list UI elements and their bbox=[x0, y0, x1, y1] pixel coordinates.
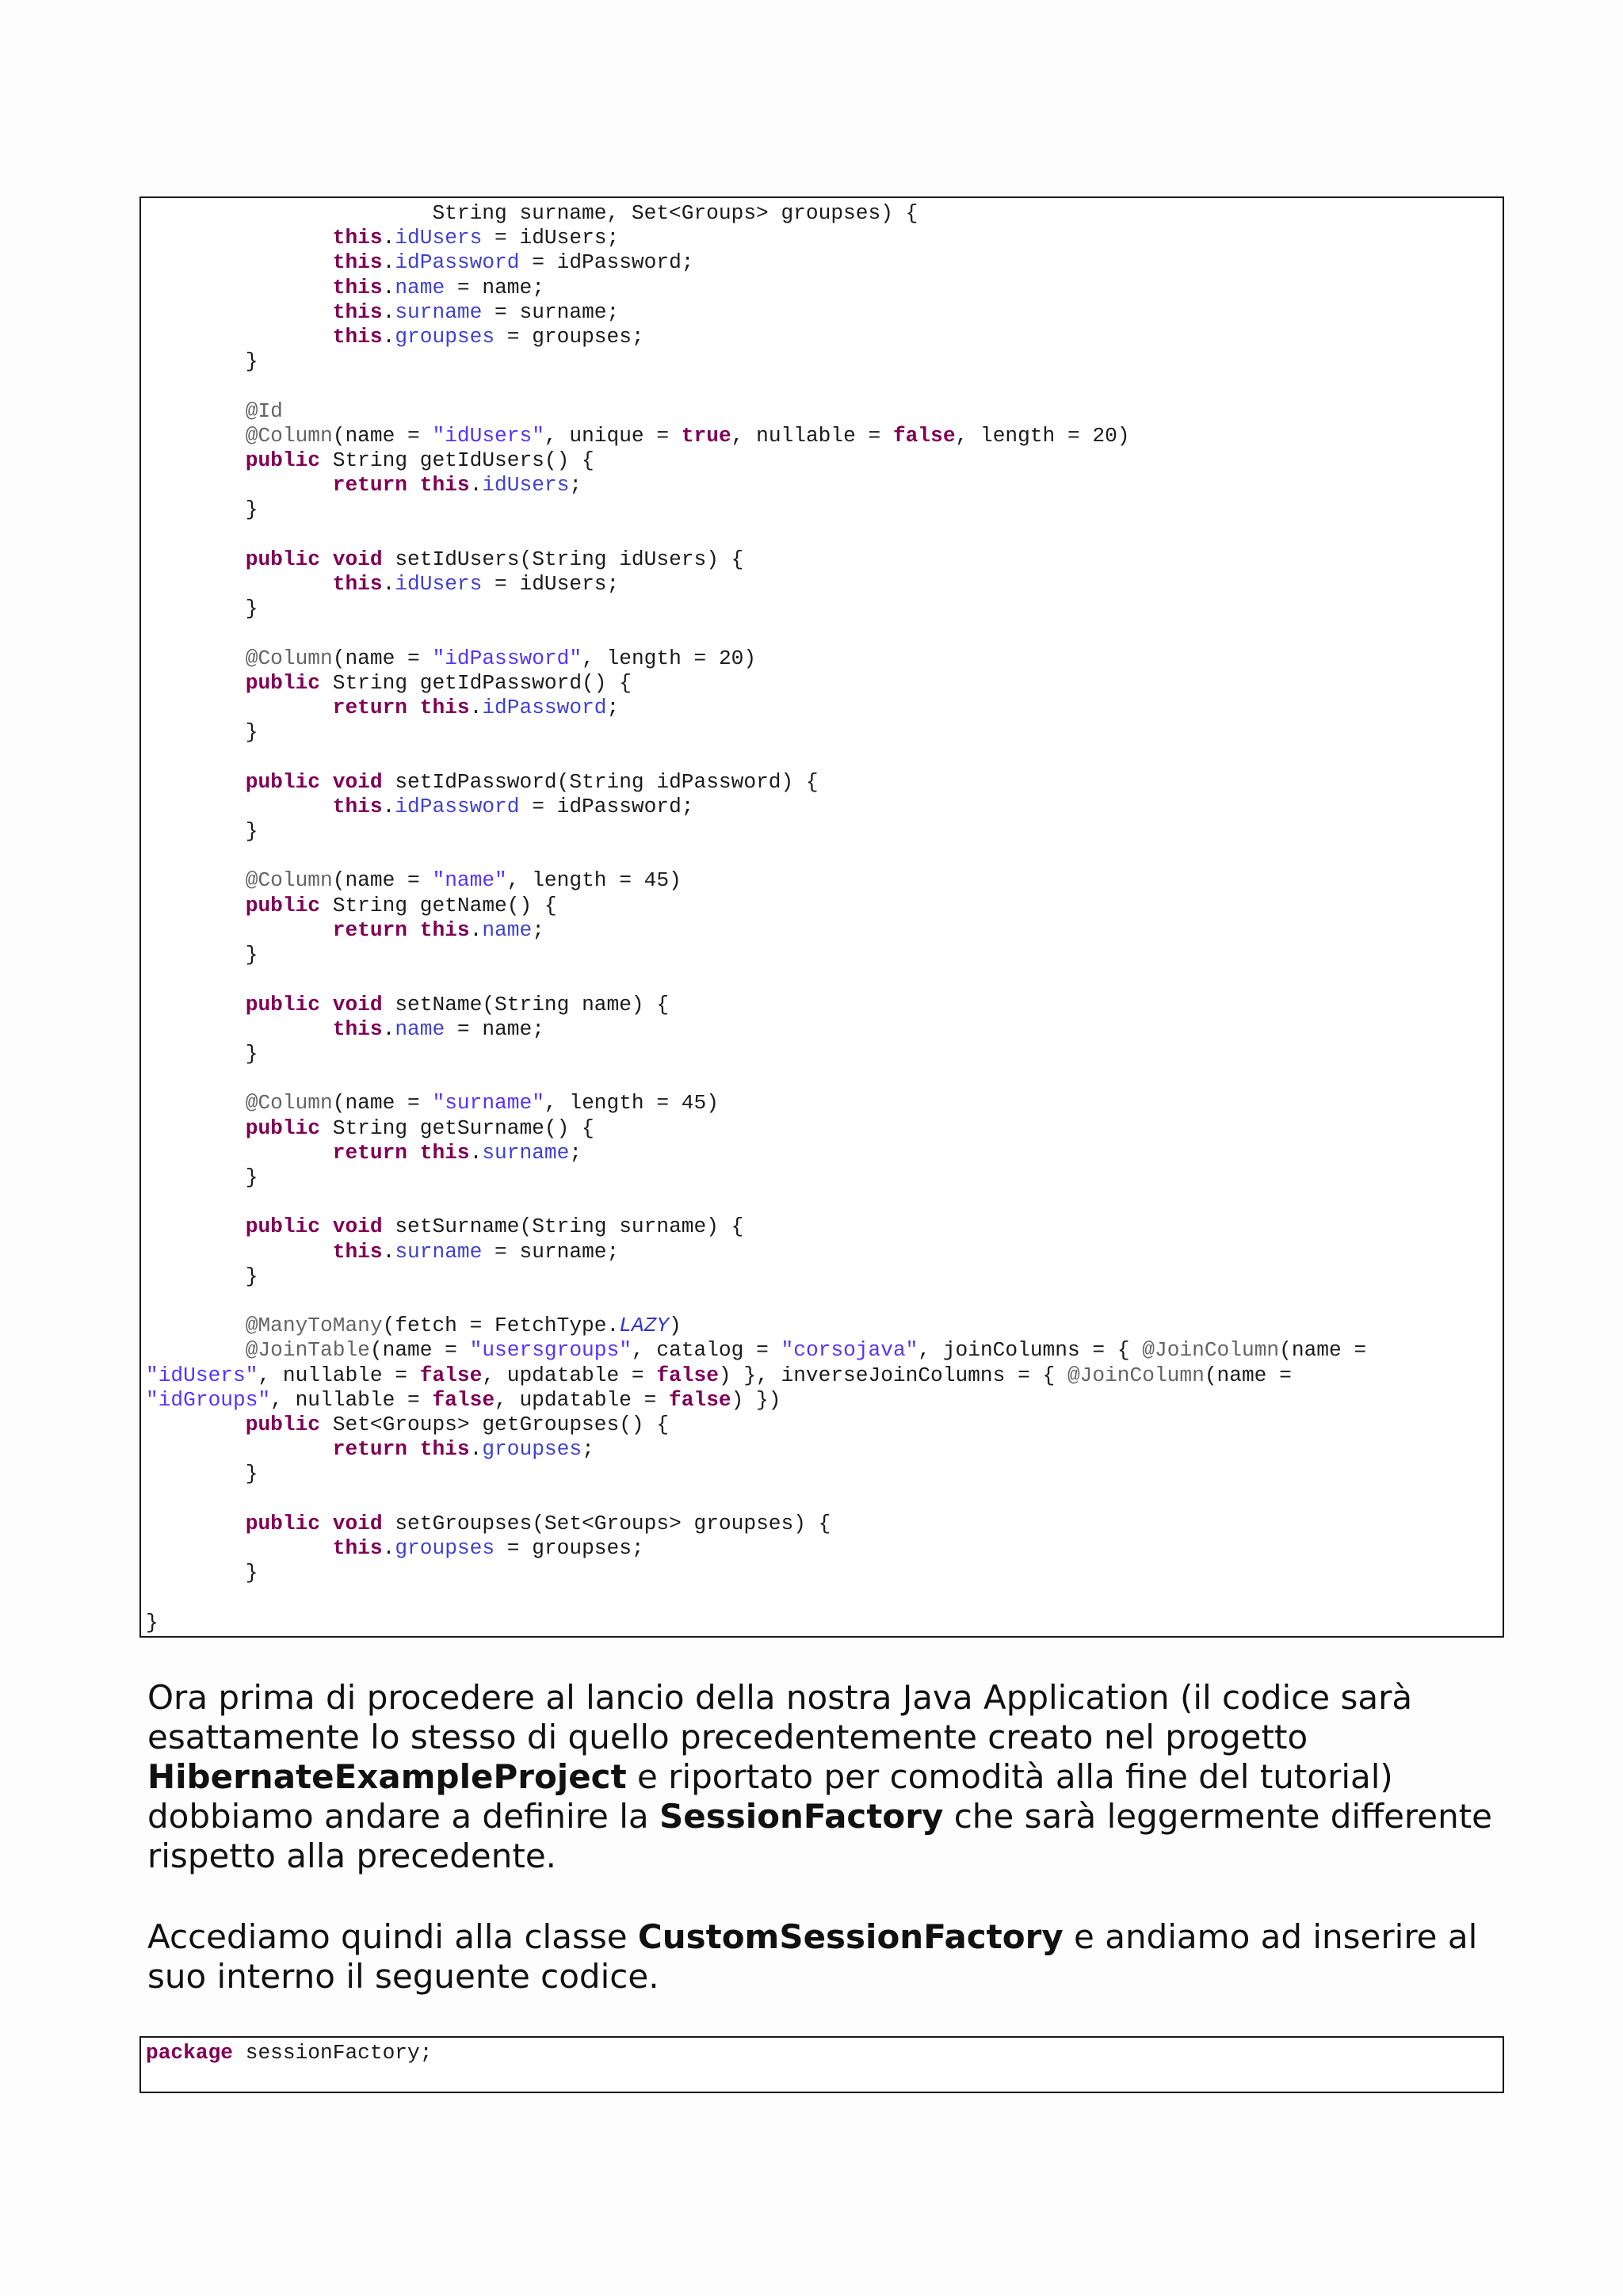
code-token bbox=[320, 770, 333, 794]
code-token: String getIdPassword() { bbox=[320, 670, 632, 695]
code-line bbox=[146, 696, 1366, 720]
code-token: public bbox=[245, 448, 321, 473]
code-token bbox=[146, 795, 333, 818]
code-token bbox=[146, 325, 333, 349]
code-token: groupses bbox=[395, 1535, 495, 1560]
code-token: this bbox=[419, 1437, 470, 1462]
code-token: @JoinColumn bbox=[1142, 1338, 1280, 1363]
code-token bbox=[146, 1314, 246, 1337]
class-name-bold: CustomSessionFactory bbox=[637, 1917, 1064, 1956]
code-line bbox=[146, 399, 1366, 424]
code-token: } bbox=[146, 1610, 158, 1634]
code-line bbox=[146, 1314, 1366, 1338]
code-token bbox=[146, 399, 246, 423]
code-line bbox=[146, 597, 1366, 621]
code-token: . bbox=[382, 1239, 395, 1264]
code-token: ; bbox=[569, 1140, 582, 1165]
code-token: idPassword bbox=[482, 696, 607, 720]
code-line bbox=[146, 918, 1366, 943]
code-listing bbox=[146, 201, 1366, 1635]
code-line bbox=[146, 547, 1366, 572]
code-token: . bbox=[382, 275, 395, 299]
code-token: surname bbox=[395, 1239, 483, 1264]
code-token: public bbox=[245, 893, 321, 917]
code-token: @ManyToMany bbox=[245, 1314, 383, 1338]
code-token bbox=[407, 1437, 420, 1461]
code-token bbox=[146, 250, 333, 274]
code-line bbox=[146, 1165, 1366, 1190]
code-token: . bbox=[382, 325, 395, 349]
code-token: . bbox=[382, 572, 395, 597]
code-token: @Column bbox=[245, 646, 333, 670]
code-line bbox=[146, 1413, 1366, 1437]
code-token: "idUsers" bbox=[432, 423, 544, 448]
code-token: void bbox=[332, 769, 383, 794]
code-token bbox=[146, 276, 333, 299]
code-line bbox=[146, 1462, 1366, 1486]
code-token bbox=[146, 547, 246, 571]
code-line bbox=[146, 1338, 1366, 1363]
code-line bbox=[146, 1091, 1366, 1116]
code-block-session-factory bbox=[139, 2036, 1504, 2093]
code-token: , nullable = bbox=[270, 1387, 433, 1412]
code-line bbox=[146, 868, 1366, 893]
code-token bbox=[146, 1141, 333, 1165]
code-token: , length = 45) bbox=[506, 868, 682, 893]
code-token: ; bbox=[606, 696, 620, 720]
code-token: public bbox=[245, 992, 321, 1016]
code-token: "surname" bbox=[432, 1091, 544, 1116]
code-token: "usersgroups" bbox=[469, 1338, 632, 1363]
code-line bbox=[146, 1585, 1366, 1610]
code-token: surname bbox=[395, 299, 483, 324]
code-token: setSurname(String surname) { bbox=[382, 1215, 744, 1239]
code-line bbox=[146, 720, 1366, 745]
code-token: ) bbox=[669, 1314, 682, 1338]
code-line bbox=[146, 819, 1366, 844]
code-token: "corsojava" bbox=[781, 1338, 918, 1363]
code-line bbox=[146, 325, 1366, 349]
code-token bbox=[146, 1240, 333, 1264]
code-block-entity-class bbox=[139, 196, 1504, 1638]
code-token: , joinColumns = { bbox=[918, 1338, 1143, 1363]
code-token: this bbox=[332, 1535, 383, 1560]
code-token: false bbox=[432, 1387, 495, 1412]
code-line bbox=[146, 523, 1366, 547]
code-token: "idGroups" bbox=[146, 1387, 271, 1412]
code-token bbox=[320, 547, 333, 571]
code-token bbox=[320, 993, 333, 1016]
code-token: setGroupses(Set<Groups> groupses) { bbox=[382, 1511, 831, 1535]
code-token bbox=[146, 1413, 246, 1436]
code-token: public bbox=[245, 1511, 321, 1535]
code-token: String surname, Set<Groups> groupses) { bbox=[146, 201, 918, 225]
code-token: (name = bbox=[332, 868, 433, 893]
code-token: , nullable = bbox=[258, 1363, 420, 1387]
code-line bbox=[146, 2041, 432, 2065]
code-token: this bbox=[332, 1016, 383, 1041]
code-token: true bbox=[681, 423, 731, 448]
code-token: (name = bbox=[1204, 1363, 1292, 1387]
code-token: ) }) bbox=[731, 1387, 781, 1412]
code-token: ) }, inverseJoinColumns = { bbox=[718, 1363, 1067, 1387]
code-token: @Id bbox=[245, 399, 283, 423]
code-token: } bbox=[146, 349, 258, 374]
code-token: groupses bbox=[482, 1437, 582, 1462]
code-line bbox=[146, 745, 1366, 769]
code-token: } bbox=[146, 1462, 258, 1486]
code-token: = groupses; bbox=[495, 1535, 644, 1560]
code-token: } bbox=[146, 720, 258, 745]
code-token: name bbox=[482, 917, 533, 942]
code-token bbox=[407, 1141, 420, 1165]
code-line bbox=[146, 993, 1366, 1017]
code-token: = idPassword; bbox=[519, 794, 694, 818]
code-token: . bbox=[469, 696, 483, 720]
code-line bbox=[146, 795, 1366, 819]
code-token: public bbox=[245, 670, 321, 695]
code-token: void bbox=[332, 992, 383, 1016]
code-line bbox=[146, 1240, 1366, 1264]
code-token: @Column bbox=[245, 423, 333, 448]
code-token: } bbox=[146, 1041, 258, 1066]
code-token: } bbox=[146, 1264, 258, 1288]
code-line bbox=[146, 967, 1366, 992]
code-token: @Column bbox=[245, 1091, 333, 1116]
code-token: return bbox=[332, 1140, 408, 1165]
code-token: = surname; bbox=[482, 1239, 620, 1264]
code-token: public bbox=[245, 1215, 321, 1239]
code-token: name bbox=[395, 275, 445, 299]
code-token: this bbox=[419, 1140, 470, 1165]
code-token: this bbox=[332, 275, 383, 299]
code-line bbox=[146, 1042, 1366, 1066]
code-token: surname bbox=[482, 1140, 570, 1165]
code-token: , length = 20) bbox=[955, 423, 1130, 448]
code-token: idUsers bbox=[482, 473, 570, 498]
code-token: . bbox=[382, 250, 395, 275]
code-token: "idUsers" bbox=[146, 1363, 258, 1387]
code-token: } bbox=[146, 1561, 258, 1585]
code-token: . bbox=[382, 299, 395, 324]
code-token: this bbox=[332, 1239, 383, 1264]
code-token: = surname; bbox=[482, 299, 620, 324]
code-token bbox=[146, 646, 246, 670]
code-token: this bbox=[419, 917, 470, 942]
code-token bbox=[146, 1338, 246, 1362]
code-token: . bbox=[382, 794, 395, 818]
code-line bbox=[146, 1116, 1366, 1141]
code-token: setName(String name) { bbox=[382, 992, 670, 1016]
session-factory-bold: SessionFactory bbox=[659, 1797, 944, 1836]
code-token: idUsers bbox=[395, 572, 483, 597]
paragraph-text: e riportato per comodità alla fine del tutorial) dobbiamo andare a definire la bbox=[147, 1757, 1393, 1836]
code-token: , unique = bbox=[544, 423, 682, 448]
code-token bbox=[146, 1215, 246, 1238]
code-line bbox=[146, 1017, 1366, 1042]
code-token bbox=[407, 473, 420, 497]
code-line bbox=[146, 201, 1366, 226]
code-token: . bbox=[469, 473, 483, 498]
code-line bbox=[146, 498, 1366, 522]
code-line bbox=[146, 349, 1366, 374]
code-token bbox=[146, 1017, 333, 1041]
code-token bbox=[146, 993, 246, 1016]
code-line bbox=[146, 448, 1366, 473]
code-line bbox=[146, 300, 1366, 325]
code-line bbox=[146, 1487, 1366, 1512]
code-token: . bbox=[469, 1140, 483, 1165]
code-token: @JoinColumn bbox=[1067, 1363, 1205, 1387]
code-line bbox=[146, 1536, 1366, 1561]
code-token: package bbox=[146, 2041, 234, 2065]
code-token: this bbox=[332, 250, 383, 275]
code-token: , updatable = bbox=[495, 1387, 670, 1412]
code-token bbox=[146, 868, 246, 892]
code-token: . bbox=[382, 1016, 395, 1041]
code-token: return bbox=[332, 1437, 408, 1462]
code-token: String getName() { bbox=[320, 893, 557, 917]
code-token: } bbox=[146, 943, 258, 967]
code-line bbox=[146, 621, 1366, 646]
code-line bbox=[146, 1437, 1366, 1462]
code-token: this bbox=[419, 473, 470, 498]
code-token: idPassword bbox=[395, 250, 520, 275]
code-token: @Column bbox=[245, 868, 333, 893]
code-token: void bbox=[332, 547, 383, 571]
code-line bbox=[146, 424, 1366, 448]
code-token: public bbox=[245, 1412, 321, 1436]
code-token bbox=[320, 1215, 333, 1238]
code-token: setIdUsers(String idUsers) { bbox=[382, 547, 744, 571]
code-token: ; bbox=[532, 917, 544, 942]
code-line bbox=[146, 572, 1366, 597]
code-token: , length = 45) bbox=[544, 1091, 719, 1116]
paragraph-text: Accediamo quindi alla classe bbox=[147, 1917, 638, 1956]
code-line bbox=[146, 1141, 1366, 1165]
code-token: , nullable = bbox=[731, 423, 893, 448]
code-token: void bbox=[332, 1215, 383, 1239]
code-token: . bbox=[382, 1535, 395, 1560]
code-token: Set<Groups> getGroupses() { bbox=[320, 1412, 670, 1436]
code-token: "idPassword" bbox=[432, 646, 582, 670]
code-token bbox=[146, 226, 333, 250]
code-token: (fetch = FetchType. bbox=[382, 1314, 620, 1338]
code-line bbox=[146, 943, 1366, 967]
code-token: this bbox=[332, 299, 383, 324]
code-token: } bbox=[146, 819, 258, 844]
code-token bbox=[146, 918, 333, 942]
code-token: = idUsers; bbox=[482, 226, 620, 250]
body-paragraph-custom-session-factory bbox=[147, 1917, 1510, 1997]
code-line bbox=[146, 226, 1366, 250]
code-token: , catalog = bbox=[631, 1338, 781, 1363]
code-token: groupses bbox=[395, 325, 495, 349]
code-token bbox=[146, 473, 333, 497]
code-token: false bbox=[669, 1387, 731, 1412]
code-token: (name = bbox=[332, 423, 433, 448]
code-token bbox=[146, 1116, 246, 1140]
code-line bbox=[146, 894, 1366, 918]
code-line bbox=[146, 770, 1366, 795]
code-token: (name = bbox=[332, 1091, 433, 1116]
code-token: false bbox=[892, 423, 956, 448]
code-token: idUsers bbox=[395, 226, 483, 250]
code-token: @JoinTable bbox=[245, 1338, 370, 1363]
code-token bbox=[407, 918, 420, 942]
code-token bbox=[146, 448, 246, 472]
code-token: (name = bbox=[1279, 1338, 1367, 1363]
code-line bbox=[146, 473, 1366, 498]
code-token: ; bbox=[582, 1437, 594, 1462]
code-token: this bbox=[332, 572, 383, 597]
code-line bbox=[146, 1264, 1366, 1289]
code-token: (name = bbox=[332, 646, 433, 670]
body-paragraph-session-factory bbox=[147, 1678, 1510, 1876]
code-token: ; bbox=[569, 473, 582, 498]
project-name-bold: HibernateExampleProject bbox=[147, 1757, 627, 1796]
code-token: . bbox=[469, 1437, 483, 1462]
code-token: , length = 20) bbox=[582, 646, 757, 670]
code-token bbox=[146, 1512, 246, 1535]
code-listing bbox=[146, 2041, 432, 2065]
code-token bbox=[146, 1437, 333, 1461]
code-token bbox=[146, 300, 333, 324]
code-token bbox=[146, 1536, 333, 1560]
code-line bbox=[146, 671, 1366, 696]
code-token: LAZY bbox=[619, 1314, 670, 1338]
code-token: idPassword bbox=[395, 794, 520, 818]
code-token: this bbox=[332, 325, 383, 349]
code-token: name bbox=[395, 1016, 445, 1041]
code-token: = idUsers; bbox=[482, 572, 620, 597]
code-token bbox=[320, 1512, 333, 1535]
code-token bbox=[146, 424, 246, 448]
code-line bbox=[146, 844, 1366, 868]
code-line bbox=[146, 1611, 1366, 1635]
code-token: = idPassword; bbox=[519, 250, 694, 275]
code-line bbox=[146, 1190, 1366, 1215]
code-token: } bbox=[146, 1165, 258, 1189]
code-line bbox=[146, 276, 1366, 300]
code-token: this bbox=[419, 696, 470, 720]
code-token: public bbox=[245, 1116, 321, 1140]
code-token bbox=[146, 572, 333, 596]
code-token: } bbox=[146, 498, 258, 522]
code-token: String getSurname() { bbox=[320, 1116, 594, 1140]
code-token: = name; bbox=[445, 1016, 544, 1041]
code-line bbox=[146, 1363, 1366, 1388]
paragraph-text: Ora prima di procedere al lancio della nostra Java Application (il codice sarà esattamente lo stesso di quello precedentemente creato nel progetto bbox=[147, 1678, 1413, 1756]
code-token: this bbox=[332, 794, 383, 818]
code-line bbox=[146, 1388, 1366, 1413]
code-line bbox=[146, 1512, 1366, 1536]
code-token: public bbox=[245, 547, 321, 571]
paragraph-text: che sarà leggermente differente rispetto alla precedente. bbox=[147, 1797, 1493, 1875]
code-token: return bbox=[332, 473, 408, 498]
code-token: . bbox=[382, 226, 395, 250]
code-token: setIdPassword(String idPassword) { bbox=[382, 769, 819, 794]
code-line bbox=[146, 1561, 1366, 1585]
code-token bbox=[146, 696, 333, 719]
code-token: String getIdUsers() { bbox=[320, 448, 594, 473]
code-token: } bbox=[146, 597, 258, 621]
code-token bbox=[146, 1091, 246, 1115]
code-token: false bbox=[656, 1363, 719, 1387]
code-token bbox=[407, 696, 420, 719]
code-line bbox=[146, 1215, 1366, 1239]
code-token: return bbox=[332, 696, 408, 720]
code-token: return bbox=[332, 917, 408, 942]
code-token bbox=[146, 894, 246, 917]
code-token bbox=[146, 671, 246, 695]
code-token: . bbox=[469, 917, 483, 942]
code-token: public bbox=[245, 769, 321, 794]
code-line bbox=[146, 250, 1366, 275]
code-token: "name" bbox=[432, 868, 507, 893]
code-token: void bbox=[332, 1511, 383, 1535]
code-token: (name = bbox=[369, 1338, 470, 1363]
code-token: this bbox=[332, 226, 383, 250]
code-token: sessionFactory; bbox=[233, 2041, 433, 2065]
code-line bbox=[146, 646, 1366, 671]
code-token: = groupses; bbox=[495, 325, 644, 349]
code-token: = name; bbox=[445, 275, 544, 299]
code-token: , updatable = bbox=[482, 1363, 657, 1387]
paragraph-text: e andiamo ad inserire al suo interno il seguente codice. bbox=[147, 1917, 1478, 1996]
code-token: false bbox=[419, 1363, 483, 1387]
code-token bbox=[146, 770, 246, 794]
code-line bbox=[146, 1066, 1366, 1091]
code-line bbox=[146, 1289, 1366, 1314]
code-line bbox=[146, 374, 1366, 399]
